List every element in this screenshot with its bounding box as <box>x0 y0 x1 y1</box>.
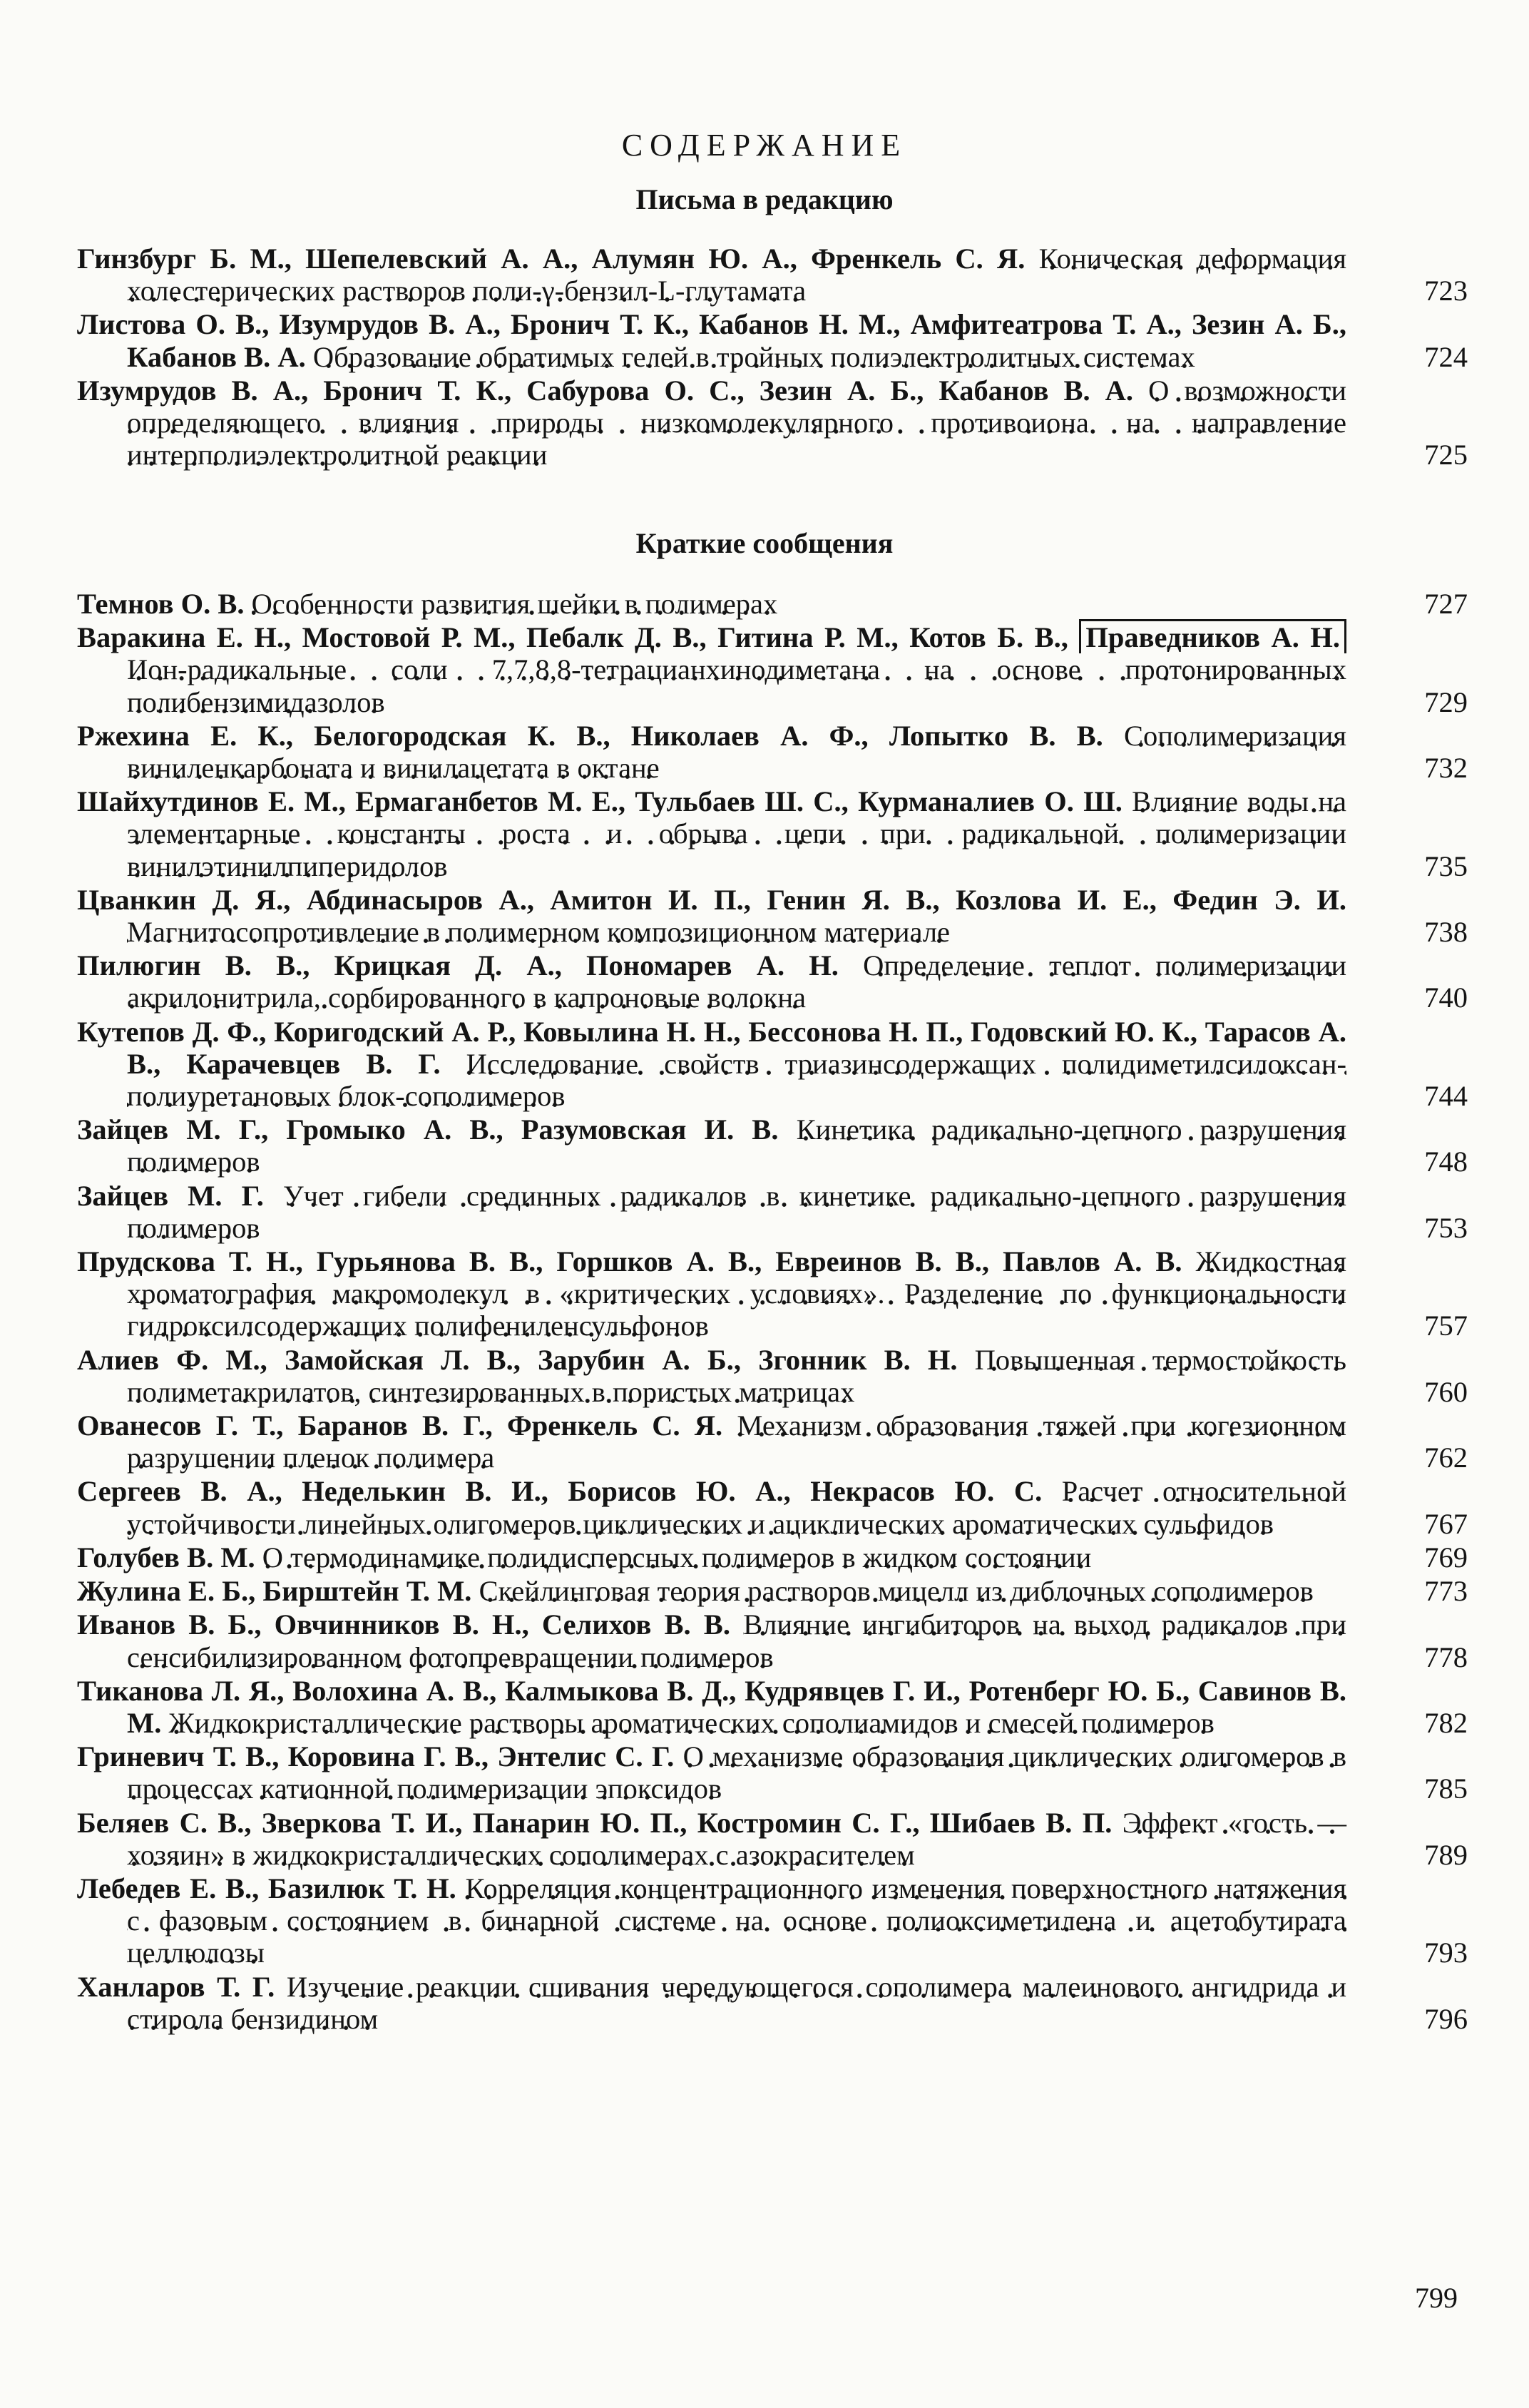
entry-page-number: 796 <box>1424 2002 1468 2035</box>
toc-entry <box>77 308 1468 372</box>
entry-author-boxed: Праведников А. Н. <box>1079 619 1346 653</box>
entry-title: Эффект «гость — хозяин» в жидкокристаллических сополимерах с азокрасителем <box>127 1806 1346 1871</box>
toc-entry <box>77 1575 1468 1607</box>
toc-entry <box>77 1675 1468 1739</box>
entry-title: Магнитосопротивление в полимерном композиционном материале <box>127 916 951 949</box>
entry-title: Исследование свойств триазинсодержащих полидиметилсилоксан-полиуретановых блок-сополимеров <box>127 1047 1347 1113</box>
entries-list-letters <box>77 243 1468 472</box>
toc-entry-text <box>77 621 1346 718</box>
toc-entry <box>77 1807 1468 1871</box>
toc-entry <box>77 720 1468 784</box>
toc-entry-text <box>77 1344 1346 1408</box>
entry-page-number: 785 <box>1424 1772 1468 1805</box>
entry-page-number: 760 <box>1424 1375 1468 1408</box>
toc-entry-text <box>77 1740 1346 1805</box>
entry-authors: Тиканова Л. Я., Волохина А. В., Калмыкова В. Д., Кудрявцев Г. И., Ротенберг Ю. Б., Савинов В. М. <box>77 1674 1346 1739</box>
entry-title: Жидкокристаллические растворы ароматических сополиамидов и смесей полимеров <box>168 1706 1214 1739</box>
entry-authors: Лебедев Е. В., Базилюк Т. Н. <box>77 1872 456 1904</box>
entry-authors: Голубев В. М. <box>77 1541 255 1573</box>
toc-entry-text <box>77 1807 1346 1871</box>
contents-title: СОДЕРЖАНИЕ <box>621 128 908 163</box>
entry-title: Влияние ингибиторов на выход радикалов при сенсибилизированном фотопревращении полимеров <box>127 1608 1346 1673</box>
entry-authors: Кутепов Д. Ф., Коригодский А. Р., Ковылина Н. Н., Бессонова Н. П., Годовский Ю. К., Тарасов А. В., Карачевцев В. Г. <box>77 1015 1346 1080</box>
entry-title: Определение теплот полимеризации акрилонитрила, сорбированного в капроновые волокна <box>127 949 1347 1014</box>
entry-page-number: 782 <box>1424 1706 1468 1739</box>
toc-entry <box>77 1016 1468 1113</box>
toc-entry-text <box>77 785 1346 882</box>
entry-authors: Изумрудов В. А., Бронич Т. К., Сабурова О. С., Зезин А. Б., Кабанов В. А. <box>77 374 1134 407</box>
toc-entry-text <box>77 374 1346 471</box>
entry-page-number: 725 <box>1424 439 1468 471</box>
toc-entry <box>77 588 1468 620</box>
toc-entry-text <box>77 1872 1346 1969</box>
entry-title: Повышенная термостойкость полиметакрилатов, синтезированных в пористых матрицах <box>127 1343 1347 1408</box>
entry-authors: Алиев Ф. М., Замойская Л. В., Зарубин А. Б., Згонник В. Н. <box>77 1343 958 1376</box>
entry-title: Изучение реакции сшивания чередующегося сополимера малеинового ангидрида и стирола бензидином <box>127 1970 1347 2035</box>
toc-entry <box>77 1344 1468 1408</box>
entry-page-number: 753 <box>1424 1211 1468 1244</box>
toc-entry-text <box>77 1541 1346 1573</box>
toc-entry <box>77 1872 1468 1969</box>
entry-authors: Сергеев В. А., Неделькин В. И., Борисов Ю. А., Некрасов Ю. С. <box>77 1475 1043 1508</box>
entry-authors: Цванкин Д. Я., Абдинасыров А., Амитон И. П., Генин Я. В., Козлова И. Е., Федин Э. И. <box>77 883 1346 916</box>
entry-authors: Ржехина Е. К., Белогородская К. В., Николаев А. Ф., Лопытко В. В. <box>77 719 1103 752</box>
entry-authors: Зайцев М. Г. <box>77 1179 264 1212</box>
entry-page-number: 773 <box>1424 1575 1468 1608</box>
entry-authors: Темнов О. В. <box>77 588 245 620</box>
entry-title: Жидкостная хроматография макромолекул в «критических условиях». Разделение по функциональности гидроксилсодержащих полифениленсульфонов <box>127 1245 1347 1342</box>
entry-authors: Пилюгин В. В., Крицкая Д. А., Пономарев А. Н. <box>77 949 839 982</box>
toc-entry-text <box>77 1971 1346 2035</box>
entry-page-number: 727 <box>1424 588 1468 620</box>
toc-entry-text <box>77 949 1346 1014</box>
entry-authors: Зайцев М. Г., Громыко А. В., Разумовская И. В. <box>77 1113 779 1146</box>
toc-entry <box>77 1180 1468 1244</box>
entry-authors: Беляев С. В., Зверкова Т. И., Панарин Ю. П., Костромин С. Г., Шибаев В. П. <box>77 1806 1113 1839</box>
entry-title: Образование обратимых гелей в тройных полиэлектролитных системах <box>312 340 1195 373</box>
toc-entry-text <box>77 1245 1346 1342</box>
entry-page-number: 778 <box>1424 1641 1468 1673</box>
entry-title: Учет гибели срединных радикалов в кинетике радикально-цепного разрушения полимеров <box>127 1179 1346 1244</box>
entry-page-number: 793 <box>1424 1937 1468 1969</box>
entry-authors: Прудскова Т. Н., Гурьянова В. В., Горшков А. В., Евреинов В. В., Павлов А. В. <box>77 1245 1182 1278</box>
entry-title: Коническая деформация холестерических растворов поли-γ-бензил-L-глутамата <box>127 243 1346 307</box>
entry-title: Кинетика радикально-цепного разрушения полимеров <box>127 1113 1346 1178</box>
toc-entry <box>77 621 1468 718</box>
entry-page-number: 723 <box>1424 275 1468 307</box>
toc-entry-text <box>77 1475 1346 1539</box>
entry-title: О возможности определяющего влияния природы низкомолекулярного противоиона на направление интерполиэлектролитной реакции <box>127 374 1347 471</box>
entry-authors: Шайхутдинов Е. М., Ермаганбетов М. Е., Тульбаев Ш. С., Курманалиев О. Ш. <box>77 785 1123 818</box>
page-folio: 799 <box>1415 2282 1458 2314</box>
toc-entry <box>77 949 1468 1014</box>
entry-title: Влияние воды на элементарные константы роста и обрыва цепи при радикальной полимеризации винилэтинилпиперидолов <box>127 785 1346 882</box>
entry-authors: Ханларов Т. Г. <box>77 1970 275 2003</box>
toc-entry <box>77 1245 1468 1342</box>
toc-entry <box>77 1409 1468 1474</box>
toc-entry-text <box>77 1575 1346 1607</box>
toc-entry <box>77 1971 1468 2035</box>
entry-authors: Гриневич Т. В., Коровина Г. В., Энтелис С. Г. <box>77 1740 675 1773</box>
entry-page-number: 789 <box>1424 1838 1468 1871</box>
toc-entry-text <box>77 1675 1346 1739</box>
toc-entry-text <box>77 720 1346 784</box>
entry-authors: Ованесов Г. Т., Баранов В. Г., Френкель С. Я. <box>77 1409 723 1442</box>
entry-title: Ион-радикальные соли 7,7,8,8-тетрацианхинодиметана на основе протонированных полибензимидазолов <box>127 653 1346 718</box>
toc-entry <box>77 374 1468 471</box>
toc-entry <box>77 243 1468 307</box>
entry-title: О термодинамике полидисперсных полимеров в жидком состоянии <box>262 1541 1092 1573</box>
entry-title: Механизм образования тяжей при когезионном разрушении пленок полимера <box>127 1409 1346 1474</box>
entry-page-number: 762 <box>1424 1442 1468 1474</box>
toc-entry <box>77 1113 1468 1178</box>
entries-list-brief <box>77 588 1468 2036</box>
entry-title: Расчет относительной устойчивости линейных олигомеров циклических и ациклических ароматических сульфидов <box>127 1475 1347 1540</box>
entry-page-number: 769 <box>1424 1541 1468 1573</box>
toc-entry <box>77 1475 1468 1539</box>
entry-page-number: 729 <box>1424 685 1468 718</box>
entry-page-number: 738 <box>1424 916 1468 949</box>
toc-entry-text <box>77 1409 1346 1474</box>
entry-page-number: 740 <box>1424 981 1468 1014</box>
toc-entry-text <box>77 308 1346 372</box>
toc-entry-text <box>77 1608 1346 1673</box>
toc-entry <box>77 785 1468 882</box>
entry-title: Сополимеризация виниленкарбоната и винилацетата в октане <box>127 719 1346 785</box>
entry-title: Особенности развития шейки в полимерах <box>251 588 778 620</box>
entry-page-number: 735 <box>1424 850 1468 882</box>
toc-entry-text <box>77 1113 1346 1178</box>
entry-title: О механизме образования циклических олигомеров в процессах катионной полимеризации эпоксидов <box>127 1740 1346 1805</box>
entry-authors: Варакина Е. Н., Мостовой Р. М., Пебалк Д. В., Гитина Р. М., Котов Б. В., <box>77 621 1068 654</box>
entry-page-number: 732 <box>1424 752 1468 785</box>
entry-page-number: 744 <box>1424 1080 1468 1113</box>
entry-page-number: 748 <box>1424 1146 1468 1178</box>
toc-entry-text <box>77 243 1346 307</box>
section-heading-brief: Краткие сообщения <box>635 527 894 559</box>
entry-title: Корреляция концентрационного изменения поверхностного натяжения с фазовым состоянием в бинарной системе на основе полиоксиметилена и ацетобутирата целлюлозы <box>127 1872 1347 1969</box>
entry-page-number: 757 <box>1424 1310 1468 1342</box>
section-heading-letters: Письма в редакцию <box>635 183 894 215</box>
toc-entry-text <box>77 588 1346 620</box>
toc-entry <box>77 884 1468 948</box>
entry-page-number: 724 <box>1424 340 1468 373</box>
entry-authors: Листова О. В., Изумрудов В. А., Бронич Т. К., Кабанов Н. М., Амфитеатрова Т. А., Зезин А. Б., Кабанов В. А. <box>77 308 1346 373</box>
entry-authors: Гинзбург Б. М., Шепелевский А. А., Алумян Ю. А., Френкель С. Я. <box>77 243 1026 275</box>
toc-entry <box>77 1608 1468 1673</box>
entry-authors: Жулина Е. Б., Бирштейн Т. М. <box>77 1575 472 1608</box>
toc-entry-text <box>77 1016 1346 1113</box>
toc-entry-text <box>77 884 1346 948</box>
entry-page-number: 767 <box>1424 1507 1468 1540</box>
toc-entry-text <box>77 1180 1346 1244</box>
toc-entry <box>77 1740 1468 1805</box>
entry-authors: Иванов В. Б., Овчинников В. Н., Селихов В. В. <box>77 1608 730 1641</box>
entry-title: Скейлинговая теория растворов мицелл из диблочных сополимеров <box>479 1575 1314 1608</box>
toc-entry <box>77 1541 1468 1573</box>
